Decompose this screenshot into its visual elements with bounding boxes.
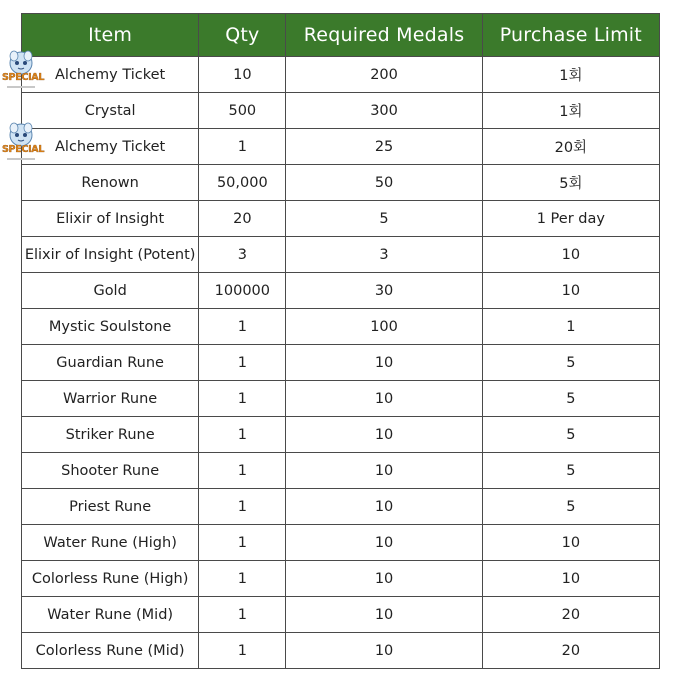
cell-item: Alchemy Ticket [22,57,199,93]
cell-required-medals: 5 [286,201,482,237]
cell-item: Gold [22,273,199,309]
medal-shop-table-container [21,13,660,669]
cell-item: Striker Rune [22,417,199,453]
cell-required-medals: 10 [286,525,482,561]
header-purchase-limit: Purchase Limit [482,14,659,57]
cell-required-medals: 30 [286,273,482,309]
table-row [22,453,660,489]
cell-item: Alchemy Ticket [22,129,199,165]
special-badge-label: SPECIAL [2,72,45,83]
special-badge-icon [0,122,45,166]
table-row [22,57,660,93]
cell-required-medals: 10 [286,381,482,417]
cell-purchase-limit: 5회 [482,165,659,201]
table-row [22,273,660,309]
cell-required-medals: 10 [286,345,482,381]
cell-item: Priest Rune [22,489,199,525]
cell-purchase-limit: 20회 [482,129,659,165]
cell-required-medals: 300 [286,93,482,129]
medal-shop-table [21,13,660,669]
cell-qty: 3 [199,237,286,273]
cell-required-medals: 10 [286,597,482,633]
cell-qty: 1 [199,489,286,525]
cell-item: Elixir of Insight (Potent) [22,237,199,273]
cell-purchase-limit: 20 [482,597,659,633]
special-badge-label: SPECIAL [2,144,45,155]
table-row [22,237,660,273]
cell-item: Mystic Soulstone [22,309,199,345]
cell-purchase-limit: 10 [482,561,659,597]
cell-required-medals: 3 [286,237,482,273]
table-row [22,561,660,597]
cell-required-medals: 25 [286,129,482,165]
cell-qty: 1 [199,597,286,633]
cell-required-medals: 50 [286,165,482,201]
cell-item: Renown [22,165,199,201]
cell-item: Colorless Rune (High) [22,561,199,597]
cell-purchase-limit: 5 [482,453,659,489]
cell-item: Guardian Rune [22,345,199,381]
cell-qty: 20 [199,201,286,237]
table-row [22,633,660,669]
cell-purchase-limit: 5 [482,417,659,453]
cell-required-medals: 10 [286,633,482,669]
table-row [22,345,660,381]
cell-qty: 1 [199,561,286,597]
header-required-medals: Required Medals [286,14,482,57]
cell-purchase-limit: 5 [482,381,659,417]
cell-item: Water Rune (High) [22,525,199,561]
table-row [22,201,660,237]
cell-purchase-limit: 10 [482,273,659,309]
cell-purchase-limit: 20 [482,633,659,669]
cell-qty: 1 [199,453,286,489]
table-row [22,417,660,453]
cell-purchase-limit: 5 [482,489,659,525]
cell-purchase-limit: 5 [482,345,659,381]
cell-required-medals: 10 [286,417,482,453]
table-row [22,309,660,345]
table-row [22,93,660,129]
table-header-row [22,14,660,57]
cell-qty: 10 [199,57,286,93]
header-item: Item [22,14,199,57]
cell-qty: 1 [199,345,286,381]
cell-qty: 50,000 [199,165,286,201]
cell-required-medals: 200 [286,57,482,93]
cell-required-medals: 100 [286,309,482,345]
cell-purchase-limit: 1 [482,309,659,345]
cell-qty: 100000 [199,273,286,309]
cell-qty: 1 [199,381,286,417]
table-row [22,489,660,525]
cell-required-medals: 10 [286,489,482,525]
cell-qty: 1 [199,309,286,345]
cell-qty: 1 [199,525,286,561]
cell-item: Elixir of Insight [22,201,199,237]
table-body [22,57,660,669]
cell-item: Crystal [22,93,199,129]
table-row [22,129,660,165]
cell-purchase-limit: 10 [482,525,659,561]
cell-item: Shooter Rune [22,453,199,489]
header-qty: Qty [199,14,286,57]
table-row [22,165,660,201]
cell-required-medals: 10 [286,561,482,597]
cell-item: Water Rune (Mid) [22,597,199,633]
cell-purchase-limit: 1회 [482,57,659,93]
cell-purchase-limit: 1 Per day [482,201,659,237]
special-badge-icon [0,50,45,94]
cell-item: Warrior Rune [22,381,199,417]
cell-qty: 1 [199,129,286,165]
cell-qty: 500 [199,93,286,129]
table-row [22,381,660,417]
cell-qty: 1 [199,633,286,669]
cell-required-medals: 10 [286,453,482,489]
table-row [22,597,660,633]
cell-purchase-limit: 10 [482,237,659,273]
cell-purchase-limit: 1회 [482,93,659,129]
cell-item: Colorless Rune (Mid) [22,633,199,669]
table-row [22,525,660,561]
cell-qty: 1 [199,417,286,453]
